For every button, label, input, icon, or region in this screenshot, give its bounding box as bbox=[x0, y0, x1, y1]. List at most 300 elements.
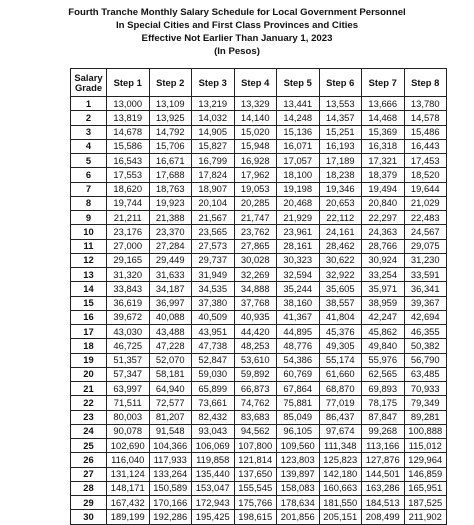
step-header: Step 3 bbox=[192, 69, 235, 97]
salary-amount-cell: 111,348 bbox=[319, 439, 362, 453]
salary-amount-cell: 17,553 bbox=[107, 168, 150, 182]
salary-amount-cell: 19,923 bbox=[149, 196, 192, 210]
salary-amount-cell: 22,112 bbox=[319, 211, 362, 225]
salary-amount-cell: 211,902 bbox=[404, 510, 447, 524]
salary-grade-cell: 6 bbox=[71, 168, 107, 182]
salary-amount-cell: 23,762 bbox=[234, 225, 277, 239]
salary-amount-cell: 21,388 bbox=[149, 211, 192, 225]
table-row bbox=[71, 325, 447, 339]
salary-amount-cell: 13,819 bbox=[107, 111, 150, 125]
salary-grade-cell: 16 bbox=[71, 310, 107, 324]
salary-amount-cell: 16,543 bbox=[107, 154, 150, 168]
table-row bbox=[71, 410, 447, 424]
table-row bbox=[71, 396, 447, 410]
table-header-row bbox=[71, 69, 447, 97]
salary-amount-cell: 94,562 bbox=[234, 424, 277, 438]
salary-amount-cell: 40,509 bbox=[192, 310, 235, 324]
title-line-3: Effective Not Earlier Than January 1, 2023 bbox=[141, 33, 333, 44]
salary-amount-cell: 15,706 bbox=[149, 139, 192, 153]
salary-amount-cell: 100,888 bbox=[404, 424, 447, 438]
salary-amount-cell: 51,357 bbox=[107, 353, 150, 367]
salary-grade-cell: 9 bbox=[71, 211, 107, 225]
salary-amount-cell: 15,586 bbox=[107, 139, 150, 153]
salary-amount-cell: 20,653 bbox=[319, 196, 362, 210]
salary-grade-cell: 15 bbox=[71, 296, 107, 310]
salary-amount-cell: 129,964 bbox=[404, 453, 447, 467]
salary-amount-cell: 14,468 bbox=[362, 111, 405, 125]
salary-amount-cell: 42,247 bbox=[362, 310, 405, 324]
salary-grade-cell: 2 bbox=[71, 111, 107, 125]
salary-amount-cell: 79,349 bbox=[404, 396, 447, 410]
salary-amount-cell: 15,948 bbox=[234, 139, 277, 153]
salary-amount-cell: 148,171 bbox=[107, 481, 150, 495]
salary-amount-cell: 121,814 bbox=[234, 453, 277, 467]
salary-grade-cell: 28 bbox=[71, 481, 107, 495]
salary-amount-cell: 36,341 bbox=[404, 282, 447, 296]
table-row bbox=[71, 225, 447, 239]
salary-amount-cell: 16,671 bbox=[149, 154, 192, 168]
salary-amount-cell: 36,619 bbox=[107, 296, 150, 310]
salary-amount-cell: 18,620 bbox=[107, 182, 150, 196]
salary-amount-cell: 33,254 bbox=[362, 268, 405, 282]
salary-grade-cell: 4 bbox=[71, 139, 107, 153]
salary-grade-cell: 10 bbox=[71, 225, 107, 239]
salary-amount-cell: 23,370 bbox=[149, 225, 192, 239]
salary-grade-cell: 14 bbox=[71, 282, 107, 296]
salary-grade-cell: 5 bbox=[71, 154, 107, 168]
salary-amount-cell: 75,881 bbox=[277, 396, 320, 410]
salary-grade-cell: 30 bbox=[71, 510, 107, 524]
salary-amount-cell: 113,166 bbox=[362, 439, 405, 453]
table-row bbox=[71, 253, 447, 267]
salary-amount-cell: 32,269 bbox=[234, 268, 277, 282]
table-row bbox=[71, 196, 447, 210]
salary-amount-cell: 14,357 bbox=[319, 111, 362, 125]
salary-amount-cell: 34,535 bbox=[192, 282, 235, 296]
salary-amount-cell: 160,663 bbox=[319, 481, 362, 495]
salary-amount-cell: 29,165 bbox=[107, 253, 150, 267]
salary-amount-cell: 35,971 bbox=[362, 282, 405, 296]
step-header: Step 4 bbox=[234, 69, 277, 97]
salary-amount-cell: 43,951 bbox=[192, 325, 235, 339]
salary-amount-cell: 39,672 bbox=[107, 310, 150, 324]
salary-amount-cell: 41,367 bbox=[277, 310, 320, 324]
salary-amount-cell: 13,780 bbox=[404, 97, 447, 111]
salary-amount-cell: 72,577 bbox=[149, 396, 192, 410]
salary-amount-cell: 15,827 bbox=[192, 139, 235, 153]
salary-amount-cell: 16,071 bbox=[277, 139, 320, 153]
title-line-4: (In Pesos) bbox=[214, 46, 260, 57]
salary-amount-cell: 125,823 bbox=[319, 453, 362, 467]
salary-amount-cell: 55,976 bbox=[362, 353, 405, 367]
step-header: Step 7 bbox=[362, 69, 405, 97]
salary-amount-cell: 150,589 bbox=[149, 481, 192, 495]
salary-amount-cell: 13,925 bbox=[149, 111, 192, 125]
salary-grade-cell: 25 bbox=[71, 439, 107, 453]
salary-amount-cell: 18,379 bbox=[362, 168, 405, 182]
salary-amount-cell: 28,161 bbox=[277, 239, 320, 253]
table-row bbox=[71, 168, 447, 182]
salary-amount-cell: 208,499 bbox=[362, 510, 405, 524]
salary-grade-cell: 17 bbox=[71, 325, 107, 339]
salary-amount-cell: 37,380 bbox=[192, 296, 235, 310]
salary-amount-cell: 21,567 bbox=[192, 211, 235, 225]
salary-amount-cell: 19,644 bbox=[404, 182, 447, 196]
salary-amount-cell: 13,219 bbox=[192, 97, 235, 111]
salary-amount-cell: 23,961 bbox=[277, 225, 320, 239]
salary-grade-cell: 29 bbox=[71, 496, 107, 510]
salary-amount-cell: 192,286 bbox=[149, 510, 192, 524]
salary-amount-cell: 66,873 bbox=[234, 382, 277, 396]
salary-amount-cell: 14,248 bbox=[277, 111, 320, 125]
salary-amount-cell: 30,028 bbox=[234, 253, 277, 267]
salary-amount-cell: 20,468 bbox=[277, 196, 320, 210]
salary-amount-cell: 38,557 bbox=[319, 296, 362, 310]
salary-amount-cell: 59,892 bbox=[234, 367, 277, 381]
salary-amount-cell: 18,520 bbox=[404, 168, 447, 182]
salary-amount-cell: 16,799 bbox=[192, 154, 235, 168]
salary-amount-cell: 13,329 bbox=[234, 97, 277, 111]
salary-amount-cell: 13,109 bbox=[149, 97, 192, 111]
salary-amount-cell: 36,997 bbox=[149, 296, 192, 310]
salary-amount-cell: 40,935 bbox=[234, 310, 277, 324]
salary-grade-cell: 21 bbox=[71, 382, 107, 396]
salary-amount-cell: 73,661 bbox=[192, 396, 235, 410]
salary-amount-cell: 155,545 bbox=[234, 481, 277, 495]
step-header: Step 5 bbox=[277, 69, 320, 97]
salary-amount-cell: 97,674 bbox=[319, 424, 362, 438]
salary-amount-cell: 65,899 bbox=[192, 382, 235, 396]
table-row bbox=[71, 139, 447, 153]
salary-amount-cell: 14,140 bbox=[234, 111, 277, 125]
salary-amount-cell: 21,211 bbox=[107, 211, 150, 225]
salary-amount-cell: 27,284 bbox=[149, 239, 192, 253]
salary-grade-cell: 7 bbox=[71, 182, 107, 196]
table-row bbox=[71, 424, 447, 438]
salary-amount-cell: 54,386 bbox=[277, 353, 320, 367]
salary-amount-cell: 16,928 bbox=[234, 154, 277, 168]
step-header: Step 8 bbox=[404, 69, 447, 97]
salary-grade-cell: 1 bbox=[71, 97, 107, 111]
salary-amount-cell: 31,230 bbox=[404, 253, 447, 267]
salary-amount-cell: 13,441 bbox=[277, 97, 320, 111]
salary-amount-cell: 104,366 bbox=[149, 439, 192, 453]
salary-amount-cell: 20,104 bbox=[192, 196, 235, 210]
salary-amount-cell: 30,924 bbox=[362, 253, 405, 267]
table-row bbox=[71, 310, 447, 324]
document-header bbox=[0, 6, 474, 58]
salary-amount-cell: 31,320 bbox=[107, 268, 150, 282]
salary-table-body bbox=[71, 97, 447, 525]
salary-amount-cell: 181,550 bbox=[319, 496, 362, 510]
table-row bbox=[71, 282, 447, 296]
salary-amount-cell: 17,962 bbox=[234, 168, 277, 182]
salary-amount-cell: 27,573 bbox=[192, 239, 235, 253]
salary-amount-cell: 146,859 bbox=[404, 467, 447, 481]
salary-amount-cell: 175,766 bbox=[234, 496, 277, 510]
salary-grade-cell: 20 bbox=[71, 367, 107, 381]
step-header: Step 1 bbox=[107, 69, 150, 97]
salary-amount-cell: 17,057 bbox=[277, 154, 320, 168]
salary-amount-cell: 56,790 bbox=[404, 353, 447, 367]
table-row bbox=[71, 125, 447, 139]
salary-amount-cell: 15,251 bbox=[319, 125, 362, 139]
salary-amount-cell: 14,578 bbox=[404, 111, 447, 125]
salary-amount-cell: 52,070 bbox=[149, 353, 192, 367]
salary-amount-cell: 17,824 bbox=[192, 168, 235, 182]
salary-amount-cell: 14,032 bbox=[192, 111, 235, 125]
salary-amount-cell: 167,432 bbox=[107, 496, 150, 510]
salary-amount-cell: 81,207 bbox=[149, 410, 192, 424]
salary-grade-cell: 13 bbox=[71, 268, 107, 282]
salary-amount-cell: 15,020 bbox=[234, 125, 277, 139]
salary-amount-cell: 13,553 bbox=[319, 97, 362, 111]
salary-amount-cell: 46,725 bbox=[107, 339, 150, 353]
salary-amount-cell: 117,933 bbox=[149, 453, 192, 467]
salary-amount-cell: 133,264 bbox=[149, 467, 192, 481]
salary-amount-cell: 85,049 bbox=[277, 410, 320, 424]
salary-amount-cell: 127,876 bbox=[362, 453, 405, 467]
salary-grade-cell: 18 bbox=[71, 339, 107, 353]
salary-amount-cell: 45,376 bbox=[319, 325, 362, 339]
salary-amount-cell: 17,321 bbox=[362, 154, 405, 168]
salary-amount-cell: 34,187 bbox=[149, 282, 192, 296]
salary-amount-cell: 13,000 bbox=[107, 97, 150, 111]
salary-amount-cell: 53,610 bbox=[234, 353, 277, 367]
salary-amount-cell: 33,843 bbox=[107, 282, 150, 296]
salary-amount-cell: 107,800 bbox=[234, 439, 277, 453]
salary-amount-cell: 86,437 bbox=[319, 410, 362, 424]
salary-amount-cell: 15,136 bbox=[277, 125, 320, 139]
salary-amount-cell: 19,744 bbox=[107, 196, 150, 210]
table-row bbox=[71, 496, 447, 510]
salary-grade-cell: 23 bbox=[71, 410, 107, 424]
salary-amount-cell: 16,193 bbox=[319, 139, 362, 153]
salary-amount-cell: 38,160 bbox=[277, 296, 320, 310]
table-row bbox=[71, 97, 447, 111]
salary-grade-cell: 3 bbox=[71, 125, 107, 139]
salary-amount-cell: 61,660 bbox=[319, 367, 362, 381]
salary-amount-cell: 13,666 bbox=[362, 97, 405, 111]
salary-amount-cell: 55,174 bbox=[319, 353, 362, 367]
salary-amount-cell: 80,003 bbox=[107, 410, 150, 424]
table-row bbox=[71, 510, 447, 524]
salary-amount-cell: 82,432 bbox=[192, 410, 235, 424]
title-line-1: Fourth Tranche Monthly Salary Schedule for Local Government Personnel bbox=[68, 7, 406, 18]
salary-amount-cell: 33,591 bbox=[404, 268, 447, 282]
salary-amount-cell: 48,776 bbox=[277, 339, 320, 353]
salary-grade-cell: 24 bbox=[71, 424, 107, 438]
salary-amount-cell: 178,634 bbox=[277, 496, 320, 510]
salary-amount-cell: 57,347 bbox=[107, 367, 150, 381]
salary-amount-cell: 38,959 bbox=[362, 296, 405, 310]
salary-amount-cell: 29,449 bbox=[149, 253, 192, 267]
salary-amount-cell: 87,847 bbox=[362, 410, 405, 424]
salary-amount-cell: 28,462 bbox=[319, 239, 362, 253]
salary-amount-cell: 99,268 bbox=[362, 424, 405, 438]
salary-amount-cell: 18,763 bbox=[149, 182, 192, 196]
salary-amount-cell: 144,501 bbox=[362, 467, 405, 481]
salary-amount-cell: 20,840 bbox=[362, 196, 405, 210]
salary-amount-cell: 22,483 bbox=[404, 211, 447, 225]
salary-amount-cell: 35,244 bbox=[277, 282, 320, 296]
salary-amount-cell: 47,228 bbox=[149, 339, 192, 353]
salary-amount-cell: 44,420 bbox=[234, 325, 277, 339]
salary-amount-cell: 131,124 bbox=[107, 467, 150, 481]
salary-grade-cell: 8 bbox=[71, 196, 107, 210]
salary-grade-cell: 19 bbox=[71, 353, 107, 367]
salary-amount-cell: 30,323 bbox=[277, 253, 320, 267]
salary-amount-cell: 158,083 bbox=[277, 481, 320, 495]
salary-amount-cell: 63,485 bbox=[404, 367, 447, 381]
title-line-2: In Special Cities and First Class Provinces and Cities bbox=[115, 20, 359, 31]
salary-amount-cell: 70,933 bbox=[404, 382, 447, 396]
salary-amount-cell: 17,688 bbox=[149, 168, 192, 182]
salary-amount-cell: 106,069 bbox=[192, 439, 235, 453]
table-row bbox=[71, 182, 447, 196]
salary-amount-cell: 27,000 bbox=[107, 239, 150, 253]
salary-amount-cell: 17,453 bbox=[404, 154, 447, 168]
table-row bbox=[71, 296, 447, 310]
salary-table bbox=[70, 68, 447, 525]
salary-amount-cell: 115,012 bbox=[404, 439, 447, 453]
salary-grade-cell: 26 bbox=[71, 453, 107, 467]
salary-amount-cell: 83,683 bbox=[234, 410, 277, 424]
salary-amount-cell: 163,286 bbox=[362, 481, 405, 495]
salary-amount-cell: 39,367 bbox=[404, 296, 447, 310]
salary-amount-cell: 187,525 bbox=[404, 496, 447, 510]
salary-amount-cell: 142,180 bbox=[319, 467, 362, 481]
table-row bbox=[71, 439, 447, 453]
salary-amount-cell: 60,769 bbox=[277, 367, 320, 381]
table-row bbox=[71, 111, 447, 125]
salary-amount-cell: 119,858 bbox=[192, 453, 235, 467]
salary-amount-cell: 137,650 bbox=[234, 467, 277, 481]
salary-amount-cell: 45,862 bbox=[362, 325, 405, 339]
salary-amount-cell: 37,768 bbox=[234, 296, 277, 310]
salary-amount-cell: 170,166 bbox=[149, 496, 192, 510]
salary-grade-header-line-2: Grade bbox=[74, 81, 103, 93]
salary-amount-cell: 42,694 bbox=[404, 310, 447, 324]
salary-amount-cell: 74,762 bbox=[234, 396, 277, 410]
salary-amount-cell: 96,105 bbox=[277, 424, 320, 438]
salary-amount-cell: 18,238 bbox=[319, 168, 362, 182]
salary-amount-cell: 17,189 bbox=[319, 154, 362, 168]
salary-amount-cell: 78,175 bbox=[362, 396, 405, 410]
salary-amount-cell: 22,297 bbox=[362, 211, 405, 225]
salary-amount-cell: 71,511 bbox=[107, 396, 150, 410]
table-row bbox=[71, 353, 447, 367]
salary-amount-cell: 14,678 bbox=[107, 125, 150, 139]
salary-amount-cell: 41,804 bbox=[319, 310, 362, 324]
salary-amount-cell: 31,949 bbox=[192, 268, 235, 282]
salary-amount-cell: 20,285 bbox=[234, 196, 277, 210]
salary-grade-cell: 12 bbox=[71, 253, 107, 267]
salary-amount-cell: 24,161 bbox=[319, 225, 362, 239]
salary-amount-cell: 14,792 bbox=[149, 125, 192, 139]
salary-amount-cell: 18,907 bbox=[192, 182, 235, 196]
salary-amount-cell: 23,565 bbox=[192, 225, 235, 239]
salary-grade-cell: 11 bbox=[71, 239, 107, 253]
salary-amount-cell: 205,151 bbox=[319, 510, 362, 524]
salary-amount-cell: 43,030 bbox=[107, 325, 150, 339]
salary-amount-cell: 16,318 bbox=[362, 139, 405, 153]
salary-amount-cell: 28,766 bbox=[362, 239, 405, 253]
salary-amount-cell: 89,281 bbox=[404, 410, 447, 424]
table-row bbox=[71, 481, 447, 495]
salary-amount-cell: 21,747 bbox=[234, 211, 277, 225]
salary-amount-cell: 15,369 bbox=[362, 125, 405, 139]
table-row bbox=[71, 339, 447, 353]
salary-grade-cell: 27 bbox=[71, 467, 107, 481]
salary-amount-cell: 23,176 bbox=[107, 225, 150, 239]
table-row bbox=[71, 268, 447, 282]
salary-amount-cell: 18,100 bbox=[277, 168, 320, 182]
table-row bbox=[71, 382, 447, 396]
table-row bbox=[71, 467, 447, 481]
salary-amount-cell: 29,737 bbox=[192, 253, 235, 267]
salary-amount-cell: 139,897 bbox=[277, 467, 320, 481]
salary-amount-cell: 35,605 bbox=[319, 282, 362, 296]
salary-amount-cell: 59,030 bbox=[192, 367, 235, 381]
salary-amount-cell: 58,181 bbox=[149, 367, 192, 381]
salary-amount-cell: 195,425 bbox=[192, 510, 235, 524]
salary-amount-cell: 63,997 bbox=[107, 382, 150, 396]
salary-amount-cell: 46,355 bbox=[404, 325, 447, 339]
salary-amount-cell: 16,443 bbox=[404, 139, 447, 153]
salary-amount-cell: 19,198 bbox=[277, 182, 320, 196]
salary-amount-cell: 116,040 bbox=[107, 453, 150, 467]
salary-amount-cell: 189,199 bbox=[107, 510, 150, 524]
salary-amount-cell: 40,088 bbox=[149, 310, 192, 324]
salary-amount-cell: 19,494 bbox=[362, 182, 405, 196]
salary-amount-cell: 90,078 bbox=[107, 424, 150, 438]
salary-amount-cell: 201,856 bbox=[277, 510, 320, 524]
salary-amount-cell: 32,594 bbox=[277, 268, 320, 282]
salary-amount-cell: 172,943 bbox=[192, 496, 235, 510]
salary-amount-cell: 21,929 bbox=[277, 211, 320, 225]
salary-amount-cell: 24,567 bbox=[404, 225, 447, 239]
salary-amount-cell: 15,486 bbox=[404, 125, 447, 139]
salary-amount-cell: 64,940 bbox=[149, 382, 192, 396]
salary-amount-cell: 48,253 bbox=[234, 339, 277, 353]
salary-grade-header bbox=[71, 69, 107, 97]
salary-amount-cell: 31,633 bbox=[149, 268, 192, 282]
salary-amount-cell: 49,305 bbox=[319, 339, 362, 353]
step-header: Step 2 bbox=[149, 69, 192, 97]
salary-amount-cell: 43,488 bbox=[149, 325, 192, 339]
salary-amount-cell: 91,548 bbox=[149, 424, 192, 438]
table-row bbox=[71, 453, 447, 467]
salary-amount-cell: 44,895 bbox=[277, 325, 320, 339]
salary-amount-cell: 68,870 bbox=[319, 382, 362, 396]
salary-amount-cell: 21,029 bbox=[404, 196, 447, 210]
salary-amount-cell: 19,346 bbox=[319, 182, 362, 196]
salary-amount-cell: 123,803 bbox=[277, 453, 320, 467]
salary-amount-cell: 32,922 bbox=[319, 268, 362, 282]
salary-amount-cell: 198,615 bbox=[234, 510, 277, 524]
table-row bbox=[71, 239, 447, 253]
salary-amount-cell: 109,560 bbox=[277, 439, 320, 453]
salary-amount-cell: 62,565 bbox=[362, 367, 405, 381]
table-row bbox=[71, 211, 447, 225]
salary-amount-cell: 50,382 bbox=[404, 339, 447, 353]
table-row bbox=[71, 154, 447, 168]
salary-amount-cell: 14,905 bbox=[192, 125, 235, 139]
salary-amount-cell: 135,440 bbox=[192, 467, 235, 481]
salary-amount-cell: 49,840 bbox=[362, 339, 405, 353]
salary-amount-cell: 30,622 bbox=[319, 253, 362, 267]
